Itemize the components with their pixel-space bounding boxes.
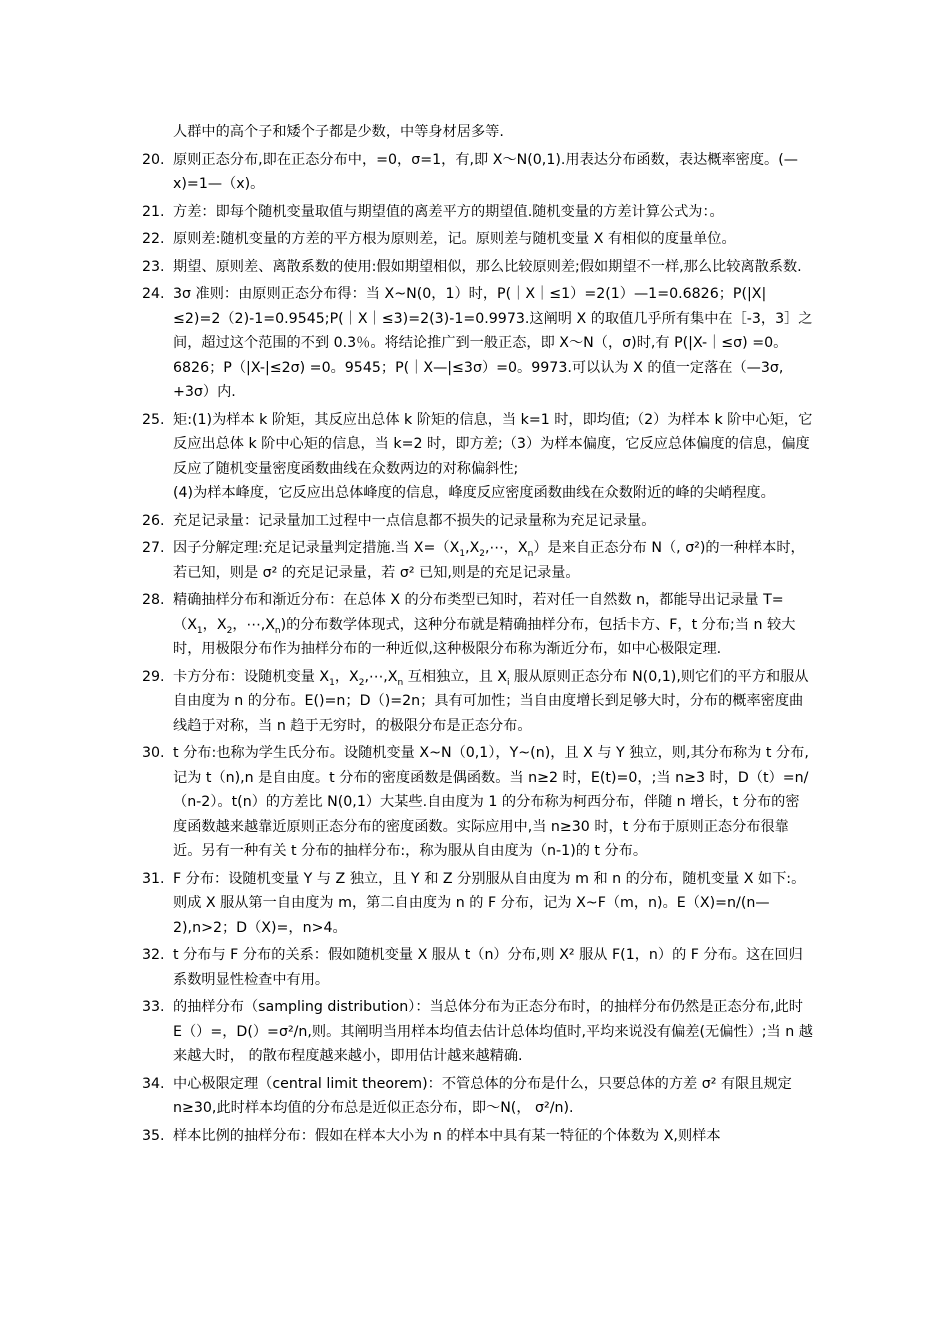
list-item: 26. 充足记录量：记录量加工过程中一点信息都不损失的记录量称为充足记录量。 (142, 512, 656, 529)
list-item: 24. 3σ 准则：由原则正态分布得：当 X~N(0，1）时，P(｜X｜≤1）=2(1）—1=0.6826；P(|X|≤2)=2（2)-1=0.9545;P(｜X｜≤3)=2(3)-1=0.9973.这阐明 X 的取值几乎所有集中在［-3，3］之间，超过这个范围的不到 0.3％。将结论推广到一般正态，即 X～N（，σ)时,有 P(|X-｜≤σ) =0。6826；P（|X-|≤2σ) =0。9545；P(｜X—|≤3σ）=0。9973.可以认为 X 的值一定落在（—3σ, +3σ）内. (142, 286, 813, 400)
list-item: 25. 矩:(1)为样本 k 阶矩，其反应出总体 k 阶矩的信息，当 k=1 时，即均值;（2）为样本 k 阶中心矩，它反应出总体 k 阶中心矩的信息，当 k=2 时，即方差;（3）为样本偏度，它反应总体偏度的信息，偏度反应了随机变量密度函数曲线在众数两边的对称偏斜性; (4)为样本峰度，它反应出总体峰度的信息，峰度反应密度函数曲线在众数附近的峰的尖峭程度。 (142, 411, 813, 501)
numbered-list (0, 148, 950, 1149)
intro-line: 人群中的高个子和矮个子都是少数，中等身材居多等. (173, 124, 504, 140)
list-item: 33. 的抽样分布（sampling distribution）：当总体分布为正态分布时，的抽样分布仍然是正态分布,此时 E（）=，D(）=σ²/n,则。其阐明当用样本均值去估计总体均值时,平均来说没有偏差(无偏性）;当 n 越来越大时， 的散布程度越来越小，即用估计越来越精确. (142, 999, 813, 1064)
list-item: 35. 样本比例的抽样分布：假如在样本大小为 n 的样本中具有某一特征的个体数为 X,则样本 (142, 1127, 721, 1144)
list-item: 34. 中心极限定理（central limit theorem)：不管总体的分布是什么，只要总体的方差 σ² 有限且规定 n≥30,此时样本均值的分布总是近似正态分布，即～N(， σ²/n). (142, 1075, 792, 1116)
list-item: 27. 因子分解定理:充足记录量判定措施.当 $X=(X_1,X_2,\cdots$，$X_n$）是来自正态分布 N（, σ²)的一种样本时，若已知，则是 σ² 的充足记录量，若 σ² 已知,则是的充足记录量。 (142, 540, 805, 581)
list-item: 29. 卡方分布：设随机变量 $X_1$，$X_2,\cdots,X_n$ 互相独立，且 $X_i$ 服从原则正态分布 N(0,1),则它们的平方和服从自由度为 n 的分布。E()=n；D（)=2n；具有可加性；当自由度增长到足够大时，分布的概率密度曲线趋于对称，当 n 趋于无穷时，的极限分布是正态分布。 (142, 668, 809, 734)
list-item: 30. t 分布:也称为学生氏分布。设随机变量 X~N（0,1），Y~(n)，且 X 与 Y 独立，则,其分布称为 t 分布,记为 t（n),n 是自由度。t 分布的密度函数是偶函数。当 n≥2 时，E(t)=0，;当 n≥3 时，D（t）=n/（n-2）。t(n）的方差比 N(0,1）大某些.自由度为 1 的分布称为柯西分布，伴随 n 增长，t 分布的密度函数越来越靠近原则正态分布的密度函数。实际应用中,当 n≥30 时，t 分布于原则正态分布很靠近。另有一种有关 t 分布的抽样分布:，称为服从自由度为（n-1)的 t 分布。 (142, 745, 809, 859)
list-item: 20. 原则正态分布,即在正态分布中，=0，σ=1，有,即 X～N(0,1).用表达分布函数，表达概率密度。(—x)=1—（x)。 (142, 151, 798, 192)
list-item: 28. 精确抽样分布和渐近分布：在总体 X 的分布类型已知时，若对任一自然数 n，都能导出记录量 $T=(X_1$，$X_2$，$\cdots,X_n$)的分布数学体现式，这种分布就是精确抽样分布，包括卡方、F，t 分布;当 n 较大时，用极限分布作为抽样分布的一种近似,这种极限分布称为渐近分布，如中心极限定理. (142, 592, 796, 657)
document-body (0, 120, 950, 1148)
list-item: 23. 期望、原则差、离散系数的使用:假如期望相似，那么比较原则差;假如期望不一样,那么比较离散系数. (142, 258, 802, 275)
list-item: 22. 原则差:随机变量的方差的平方根为原则差，记。原则差与随机变量 X 有相似的度量单位。 (142, 231, 736, 247)
list-item: 32. t 分布与 F 分布的关系：假如随机变量 X 服从 t（n）分布,则 X² 服从 F(1，n）的 F 分布。这在回归系数明显性检查中有用。 (142, 947, 803, 988)
list-item: 31. F 分布：设随机变量 Y 与 Z 独立，且 Y 和 Z 分别服从自由度为 m 和 n 的分布，随机变量 X 如下:。则成 X 服从第一自由度为 m，第二自由度为 n 的 F 分布，记为 X~F（m，n)。E（X)=n/(n—2),n>2；D（X)=，n>4。 (142, 870, 806, 936)
list-item: 21. 方差：即每个随机变量取值与期望值的离差平方的期望值.随机变量的方差计算公式为：。 (142, 203, 724, 220)
